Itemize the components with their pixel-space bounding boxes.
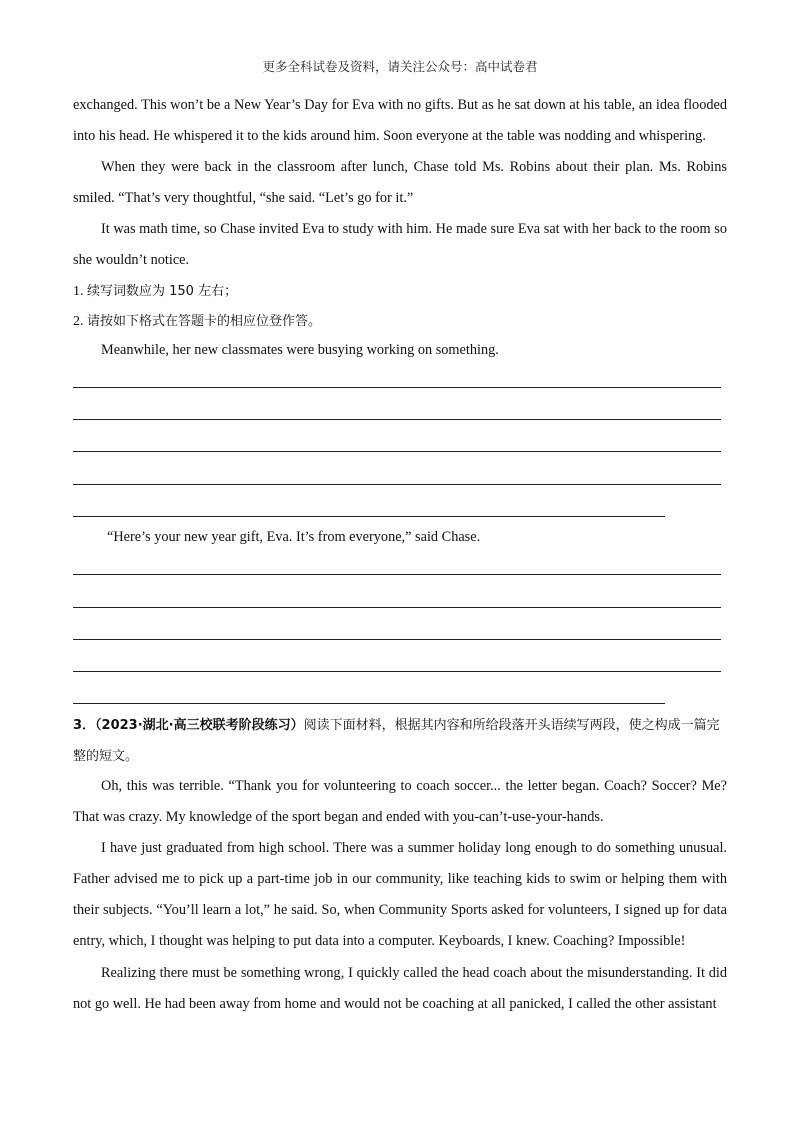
question-3-header [73, 710, 727, 772]
question-number: 3． [73, 718, 96, 733]
question-source: （2023·湖北·高三校联考阶段练习） [95, 718, 304, 733]
material-paragraph-2: I have just graduated from high school. There was a summer holiday long enough to do something unusual. Father advised me to pick up a part-time job in our community, like teaching kids to swim or helping them with their subjects. “You’ll learn a lot,” he said. So, when Community Sports asked for volunteers, I signed up for data entry, which, I thought was helping to put data into a computer. Keyboards, I knew. Coaching? Impossible! [73, 840, 727, 949]
continuation-prompt-2: “Here’s your new year gift, Eva. It’s from everyone,” said Chase. [107, 529, 481, 545]
writing-line[interactable] [73, 639, 721, 640]
requirement-1 [73, 282, 237, 302]
requirement-number: 1. [73, 284, 84, 299]
writing-line[interactable] [73, 671, 721, 672]
writing-line[interactable] [73, 387, 721, 388]
requirement-number: 2. [73, 314, 84, 329]
writing-line[interactable] [73, 419, 721, 420]
writing-line[interactable] [73, 574, 721, 575]
story-paragraph-3: It was math time, so Chase invited Eva to study with him. He made sure Eva sat with her back to the room so she wouldn’t notice. [73, 221, 727, 268]
writing-line[interactable] [73, 607, 721, 608]
page-header: 更多全科试卷及资料，请关注公众号：高中试卷君 [262, 59, 538, 74]
writing-line[interactable] [73, 484, 721, 485]
writing-line[interactable] [73, 516, 665, 517]
material-paragraph-3: Realizing there must be something wrong, I quickly called the head coach about the misunderstanding. It did not go well. He had been away from home and would not be coaching at all panicked, I called the other assistant [73, 965, 727, 1012]
question-instruction: 阅读下面材料，根据其内容和所给段落开头语续写两段，使之构成一篇完整的短文。 [73, 718, 720, 764]
requirement-text: 请按如下格式在答题卡的相应位登作答。 [87, 314, 322, 329]
writing-line[interactable] [73, 451, 721, 452]
writing-line[interactable] [73, 703, 665, 704]
continuation-prompt-1: Meanwhile, her new classmates were busying working on something. [101, 342, 499, 358]
requirement-text: 续写词数应为 150 左右； [87, 284, 238, 299]
material-paragraph-1: Oh, this was terrible. “Thank you for volunteering to coach soccer... the letter began. Coach? Soccer? Me? That was crazy. My knowledge of the sport began and ended with you-can’t-use-your-hands. [73, 778, 727, 825]
story-paragraph-1: exchanged. This won’t be a New Year’s Day for Eva with no gifts. But as he sat down at his table, an idea flooded into his head. He whispered it to the kids around him. Soon everyone at the table was nodding and whispering. [73, 97, 727, 144]
story-paragraph-2: When they were back in the classroom after lunch, Chase told Ms. Robins about their plan. Ms. Robins smiled. “That’s very thoughtful, “she said. “Let’s go for it.” [73, 159, 727, 206]
requirement-2 [73, 312, 321, 332]
